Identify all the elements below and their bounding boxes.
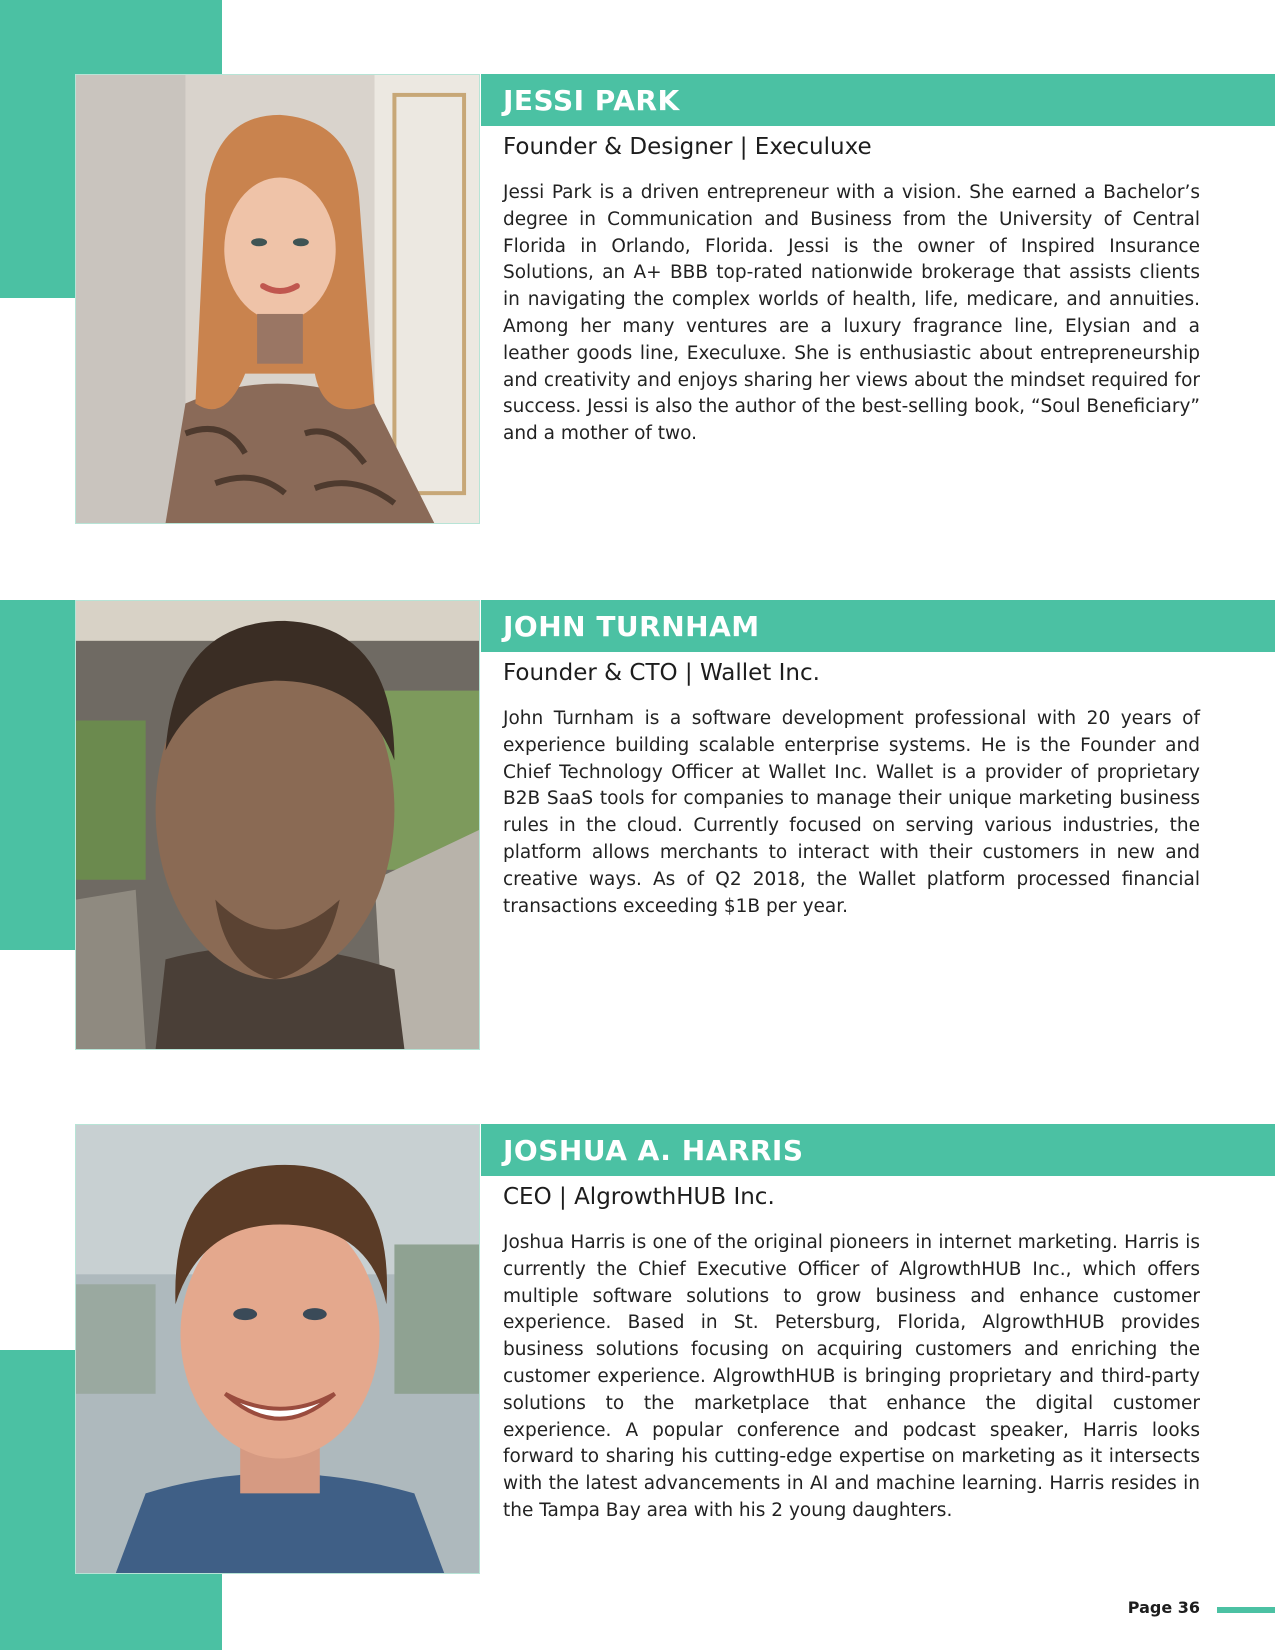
profile-photo-john-turnham <box>75 600 480 1050</box>
profile-photo-jessi-park <box>75 74 480 524</box>
profile-bio: Joshua Harris is one of the original pioneers in internet marketing. Harris is currently the Chief Executive Officer of AlgrowthHUB Inc., which offers multiple software solutions to grow business and enhance customer experience. Based in St. Petersburg, Florida, AlgrowthHUB provides business solutions focusing on acquiring customers and enriching the customer experience. AlgrowthHUB is bringing proprietary and third-party solutions to the marketplace that enhance the digital customer experience. A popular conference and podcast speaker, Harris looks forward to sharing his cutting-edge expertise on marketing as it intersects with the latest advancements in AI and machine learning. Harris resides in the Tampa Bay area with his 2 young daughters. <box>503 1232 1200 1521</box>
profile-name-bar <box>481 600 1275 652</box>
profile-photo-joshua-harris <box>75 1124 480 1574</box>
profile-role: Founder & Designer | Execuluxe <box>503 134 872 160</box>
accent-block-middle <box>0 600 76 950</box>
profile-role: CEO | AlgrowthHUB Inc. <box>503 1184 775 1210</box>
profile-bio: Jessi Park is a driven entrepreneur with a vision. She earned a Bachelor’s degree in Communication and Business from the University of Central Florida in Orlando, Florida. Jessi is the owner of Inspired Insurance Solutions, an A+ BBB top-rated nationwide brokerage that assists clients in navigating the complex worlds of health, life, medicare, and annuities. Among her many ventures are a luxury fragrance line, Elysian and a leather goods line, Execuluxe. She is enthusiastic about entrepreneurship and creativity and enjoys sharing her views about the mindset required for success. Jessi is also the author of the best-selling book, “Soul Beneficiary” and a mother of two. <box>503 182 1200 445</box>
profile-bio: John Turnham is a software development professional with 20 years of experience building scalable enterprise systems. He is the Founder and Chief Technology Officer at Wallet Inc. Wallet is a provider of proprietary B2B SaaS tools for companies to manage their unique marketing business rules in the cloud. Currently focused on serving various industries, the platform allows merchants to interact with their customers in new and creative ways. As of Q2 2018, the Wallet platform processed financial transactions exceeding $1B per year. <box>503 708 1200 917</box>
page-number-underline <box>1217 1607 1275 1613</box>
profile-name: JOSHUA A. HARRIS <box>503 1134 804 1167</box>
page-number: Page 36 <box>1127 1598 1200 1617</box>
profile-name: JESSI PARK <box>503 84 680 117</box>
profile-name-bar <box>481 1124 1275 1176</box>
profile-name-bar <box>481 74 1275 126</box>
profile-name: JOHN TURNHAM <box>503 610 760 643</box>
profile-role: Founder & CTO | Wallet Inc. <box>503 660 820 686</box>
